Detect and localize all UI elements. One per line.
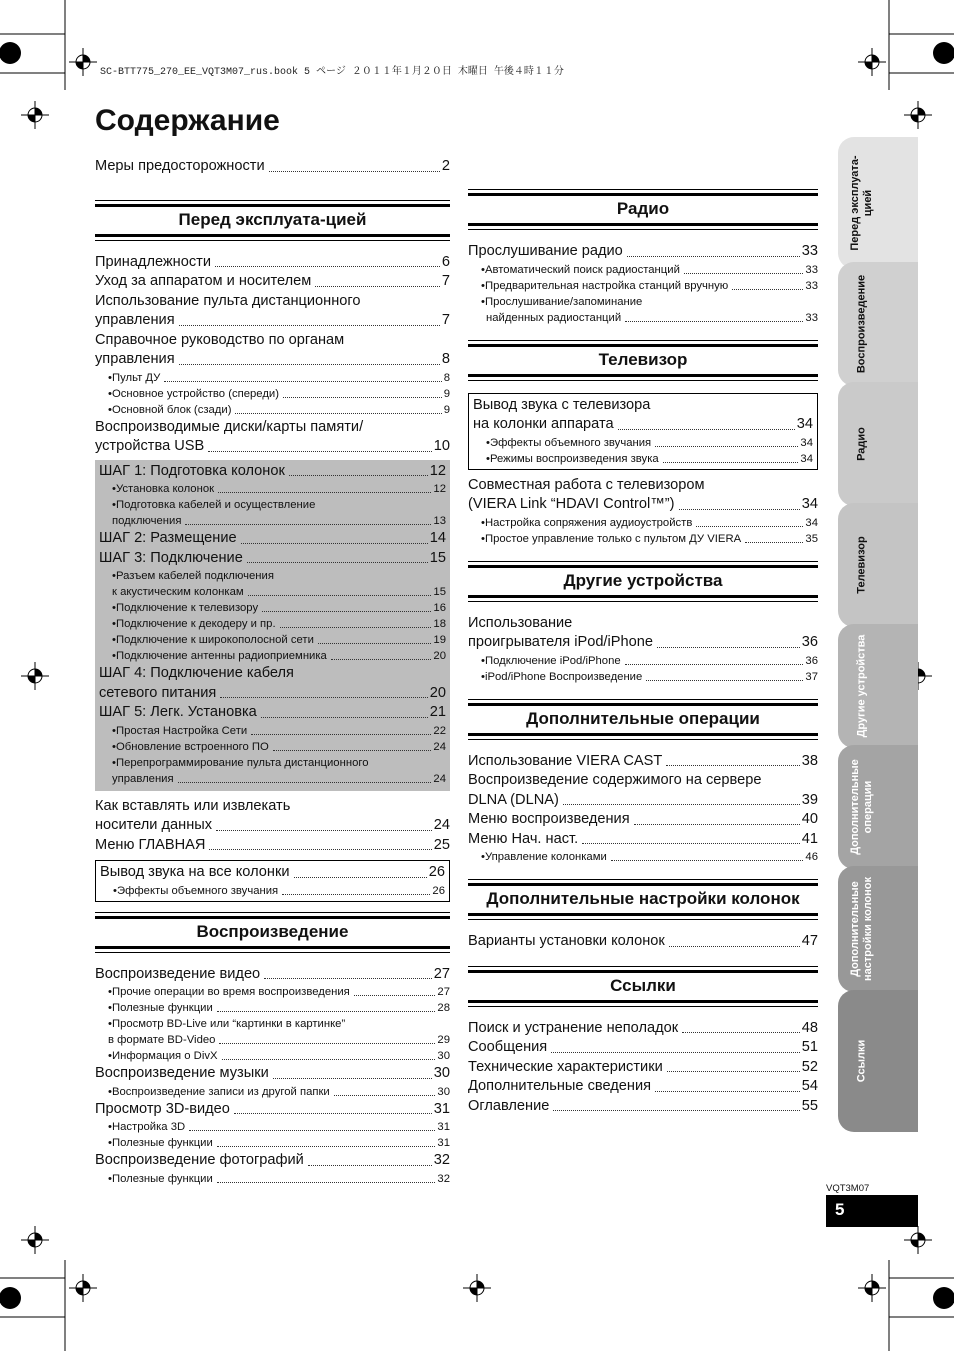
toc-entry-line: Вывод звука с телевизора xyxy=(473,396,651,413)
side-tab-before-use[interactable]: Перед эксплуата- цией xyxy=(838,137,918,269)
toc-entry[interactable]: DLNA (DLNA) 39 xyxy=(468,791,818,808)
toc-subentry[interactable]: •Основной блок (сзади) 9 xyxy=(108,403,450,416)
side-tab-tv[interactable]: Телевизор xyxy=(838,503,918,627)
toc-entry-line: Совместная работа с телевизором xyxy=(468,476,705,493)
toc-entry[interactable]: Технические характеристики 52 xyxy=(468,1058,818,1075)
setup-steps-block xyxy=(95,460,450,791)
toc-subentry[interactable]: •Информация о DivX 30 xyxy=(108,1050,450,1062)
toc-entry[interactable]: Прослушивание радио 33 xyxy=(468,243,818,259)
toc-subentry[interactable]: •Полезные функции 28 xyxy=(108,1002,450,1014)
page-number: 5 xyxy=(835,1200,845,1219)
toc-entry[interactable]: Варианты установки колонок 47 xyxy=(468,933,818,949)
toc-subentry[interactable]: •Подключение к широкополосной сети 19 xyxy=(112,634,446,646)
toc-entry-line: •Прослушивание/запоминание xyxy=(481,295,643,308)
tv-audio-box xyxy=(468,393,818,470)
toc-entry[interactable]: Воспроизведение фотографий 32 xyxy=(95,1152,450,1168)
toc-subentry[interactable]: •Подключение iPod/iPhone 36 xyxy=(481,654,818,667)
side-tab-playback[interactable]: Воспроизведение xyxy=(838,262,918,386)
toc-entry[interactable]: Воспроизведение музыки 30 xyxy=(95,1065,450,1081)
toc-entry[interactable]: Оглавление 55 xyxy=(468,1097,818,1114)
toc-subentry[interactable]: •Прочие операции во время воспроизведения 27 xyxy=(108,986,450,998)
side-tab-additional-operations[interactable]: Дополнительные операции xyxy=(838,745,918,869)
print-header: SC-BTT775_270_EE_VQT3M07_rus.book 5 ページ ２０１１年１月２０日 木曜日 午後４時１１分 xyxy=(100,67,564,78)
toc-subentry[interactable]: к акустическим колонкам 15 xyxy=(112,586,446,598)
toc-entry-line: Использование пульта дистанционного xyxy=(95,292,361,309)
side-tab-radio[interactable]: Радио xyxy=(838,382,918,506)
toc-entry[interactable]: ШАГ 3: Подключение 15 xyxy=(99,549,446,566)
side-tab-speaker-settings[interactable]: Дополнительные настройки колонок xyxy=(838,866,918,992)
toc-entry[interactable]: Меню Нач. наст. 41 xyxy=(468,830,818,847)
section-heading-additional-operations: Дополнительные операции xyxy=(468,699,818,740)
model-code: VQT3M07 xyxy=(826,1183,870,1194)
toc-entry[interactable]: Меню воспроизведения 40 xyxy=(468,811,818,827)
toc-subentry[interactable]: подключения 13 xyxy=(112,515,446,527)
right-column xyxy=(468,189,818,1116)
side-tab-references[interactable]: Ссылки xyxy=(838,990,918,1132)
toc-subentry[interactable]: найденных радиостанций 33 xyxy=(486,311,818,324)
toc-subentry[interactable]: •Эффекты объемного звучания 34 xyxy=(486,436,813,449)
toc-entry-line: Справочное руководство по органам xyxy=(95,331,345,348)
toc-subentry[interactable]: •iPod/iPhone Воспроизведение 37 xyxy=(481,670,818,683)
toc-subentry[interactable]: •Основное устройство (спереди) 9 xyxy=(108,387,450,400)
toc-entry-line: •Разъем кабелей подключения xyxy=(112,570,274,582)
toc-entry-line: ШАГ 4: Подключение кабеля xyxy=(99,665,294,681)
toc-subentry[interactable]: •Установка колонок 12 xyxy=(112,483,446,495)
toc-entry[interactable]: ШАГ 1: Подготовка колонок 12 xyxy=(99,462,446,479)
toc-subentry[interactable]: •Предварительная настройка станций вручную 33 xyxy=(481,279,818,292)
section-heading-radio: Радио xyxy=(468,189,818,230)
toc-subentry[interactable]: •Настройка 3D 31 xyxy=(108,1121,450,1133)
toc-entry[interactable]: ШАГ 5: Легк. Установка 21 xyxy=(99,704,446,720)
toc-entry[interactable]: носители данных 24 xyxy=(95,817,450,833)
toc-entry-line: Как вставлять или извлекать xyxy=(95,797,291,814)
toc-subentry[interactable]: •Подключение к декодеру и пр. 18 xyxy=(112,618,446,630)
toc-entry[interactable]: Меню ГЛАВНАЯ 25 xyxy=(95,836,450,853)
section-heading-references: Ссылки xyxy=(468,966,818,1007)
toc-entry[interactable]: управления 8 xyxy=(95,351,450,367)
section-heading-other-devices: Другие устройства xyxy=(468,561,818,602)
toc-subentry[interactable]: в формате BD-Video 29 xyxy=(108,1034,450,1046)
page-number-box xyxy=(826,1195,918,1227)
toc-subentry[interactable]: •Управление колонками 46 xyxy=(481,851,818,863)
toc-subentry[interactable]: •Настройка сопряжения аудиоустройств 34 xyxy=(481,516,818,529)
toc-entry[interactable]: Поиск и устранение неполадок 48 xyxy=(468,1019,818,1036)
toc-entry-line: Использование xyxy=(468,614,573,631)
toc-subentry[interactable]: •Полезные функции 32 xyxy=(108,1172,450,1185)
toc-entry[interactable]: Уход за аппаратом и носителем 7 xyxy=(95,273,450,289)
toc-entry[interactable]: Использование VIERA CAST 38 xyxy=(468,752,818,769)
toc-subentry[interactable]: •Полезные функции 31 xyxy=(108,1137,450,1149)
section-heading-before-use: Перед эксплуата-цией xyxy=(95,200,450,241)
toc-entry[interactable]: Дополнительные сведения 54 xyxy=(468,1078,818,1094)
toc-subentry[interactable]: •Подключение к телевизору 16 xyxy=(112,602,446,614)
toc-entry[interactable]: Вывод звука на все колонки 26 xyxy=(100,864,445,880)
toc-subentry[interactable]: •Режимы воспроизведения звука 34 xyxy=(486,452,813,465)
toc-entry-line: •Просмотр BD-Live или “картинки в картинке” xyxy=(108,1018,346,1030)
toc-subentry[interactable]: •Простая Настройка Сети 22 xyxy=(112,724,446,737)
left-column xyxy=(95,157,450,1187)
toc-entry-line: •Перепрограммирование пульта дистанционного xyxy=(112,756,369,769)
toc-entry[interactable]: устройства USB 10 xyxy=(95,438,450,454)
toc-entry[interactable]: Воспроизведение видео 27 xyxy=(95,965,450,982)
section-heading-speaker-settings: Дополнительные настройки колонок xyxy=(468,879,818,920)
all-speakers-box xyxy=(95,860,450,902)
toc-entry[interactable]: Просмотр 3D-видео 31 xyxy=(95,1100,450,1117)
toc-entry[interactable]: сетевого питания 20 xyxy=(99,684,446,701)
page-title: Содержание xyxy=(95,104,280,137)
toc-subentry[interactable]: •Автоматический поиск радиостанций 33 xyxy=(481,263,818,276)
toc-entry[interactable]: на колонки аппарата 34 xyxy=(473,416,813,432)
toc-entry-line: Воспроизведение содержимого на сервере xyxy=(468,772,762,788)
section-heading-tv: Телевизор xyxy=(468,340,818,381)
toc-subentry[interactable]: •Обновление встроенного ПО 24 xyxy=(112,740,446,753)
toc-entry[interactable]: (VIERA Link “HDAVI Control™”) 34 xyxy=(468,496,818,512)
toc-entry[interactable]: Меры предосторожности 2 xyxy=(95,158,450,174)
toc-subentry[interactable]: •Пульт ДУ 8 xyxy=(108,371,450,384)
toc-entry[interactable]: проигрывателя iPod/iPhone 36 xyxy=(468,634,818,650)
toc-entry[interactable]: ШАГ 2: Размещение 14 xyxy=(99,530,446,546)
toc-entry[interactable]: Принадлежности 6 xyxy=(95,253,450,270)
toc-entry[interactable]: управления 7 xyxy=(95,312,450,328)
toc-entry-line: Воспроизводимые диски/карты памяти/ xyxy=(95,418,364,435)
side-tab-other-devices[interactable]: Другие устройства xyxy=(838,624,918,748)
toc-subentry[interactable]: •Воспроизведение записи из другой папки 30 xyxy=(108,1085,450,1098)
toc-subentry[interactable]: •Подключение антенны радиоприемника 20 xyxy=(112,650,446,662)
toc-entry-line: •Подготовка кабелей и осуществление xyxy=(112,499,316,511)
toc-subentry[interactable]: •Эффекты объемного звучания 26 xyxy=(113,884,445,897)
section-heading-playback: Воспроизведение xyxy=(95,912,450,953)
toc-entry[interactable]: Сообщения 51 xyxy=(468,1039,818,1055)
toc-subentry[interactable]: управления 24 xyxy=(112,772,446,785)
toc-subentry[interactable]: •Простое управление только с пультом ДУ VIERA 35 xyxy=(481,532,818,545)
